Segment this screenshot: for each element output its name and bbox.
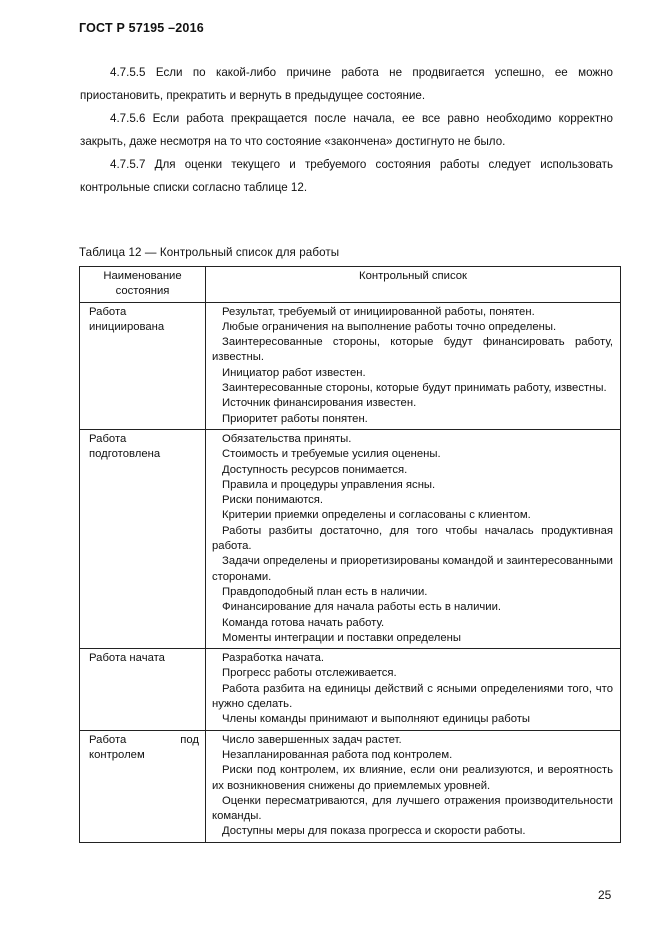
state-name-cell: Работа подготовлена	[80, 429, 206, 648]
paragraph-4-7-5-6: 4.7.5.6 Если работа прекращается после начала, ее все равно необходимо корректно закрыть, даже несмотря на то что состояние «закончена» достигнуто не было.	[80, 112, 613, 148]
table-row	[80, 429, 621, 648]
document-header: ГОСТ Р 57195 –2016	[79, 21, 204, 35]
checklist-item: Критерии приемки определены и согласованы с клиентом.	[222, 509, 531, 522]
checklist-item: Разработка начата.	[222, 652, 325, 665]
checklist-item: Правдоподобный план есть в наличии.	[222, 585, 428, 598]
page-number: 25	[598, 888, 612, 902]
checklist-item: Заинтересованные стороны, которые будут принимать работу, известны.	[222, 382, 607, 395]
header-checklist: Контрольный список	[206, 267, 621, 303]
paragraph-4-7-5-5: 4.7.5.5 Если по какой-либо причине работа не продвигается успешно, ее можно приостановить, прекратить и вернуть в предыдущее состояние.	[80, 66, 613, 102]
checklist-item: Доступны меры для показа прогресса и скорости работы.	[222, 825, 526, 838]
state-name-cell: Работа под контролем	[80, 730, 206, 842]
checklist-table	[79, 266, 621, 843]
checklist-item: Команда готова начать работу.	[222, 616, 385, 629]
checklist-item: Источник финансирования известен.	[222, 397, 417, 410]
table-header-row	[80, 267, 621, 303]
checklist-cell	[206, 649, 621, 730]
checklist-item: Финансирование для начала работы есть в наличии.	[222, 601, 502, 614]
state-name-cell: Работа инициирована	[80, 302, 206, 429]
checklist-cell	[206, 429, 621, 648]
checklist-item: Обязательства приняты.	[222, 432, 352, 445]
checklist-item: Число завершенных задач растет.	[222, 733, 402, 746]
checklist-item: Оценки пересматриваются, для лучшего отражения производительности команды.	[212, 794, 613, 823]
checklist-item: Доступность ресурсов понимается.	[222, 463, 408, 476]
checklist-item: Результат, требуемый от инициированной работы, понятен.	[222, 305, 535, 318]
checklist-item: Правила и процедуры управления ясны.	[222, 478, 436, 491]
checklist-item: Приоритет работы понятен.	[222, 412, 368, 425]
checklist-item: Стоимость и требуемые усилия оценены.	[222, 448, 441, 461]
checklist-item: Риски под контролем, их влияние, если они реализуются, и вероятность их возникновения снижены до приемлемых уровней.	[212, 764, 613, 792]
checklist-cell	[206, 730, 621, 842]
checklist-cell	[206, 302, 621, 429]
state-name-cell: Работа начата	[80, 649, 206, 730]
checklist-item: Работа разбита на единицы действий с ясными определениями того, что нужно сделать.	[212, 682, 613, 711]
header-state: Наименование состояния	[80, 267, 206, 303]
checklist-item: Любые ограничения на выполнение работы точно определены.	[222, 320, 557, 333]
checklist-item: Инициатор работ известен.	[222, 366, 366, 379]
table-caption: Таблица 12 — Контрольный список для работы	[79, 246, 340, 259]
checklist-item: Члены команды принимают и выполняют единицы работы	[222, 713, 531, 726]
checklist-item: Риски понимаются.	[222, 494, 324, 507]
checklist-item: Работы разбиты достаточно, для того чтобы началась продуктивная работа.	[212, 524, 613, 553]
checklist-item: Незапланированная работа под контролем.	[222, 748, 453, 761]
checklist-item: Моменты интеграции и поставки определены	[222, 631, 462, 644]
checklist-item: Заинтересованные стороны, которые будут финансировать работу, известны.	[212, 336, 613, 364]
table-row	[80, 730, 621, 842]
table-row	[80, 649, 621, 730]
body-text	[80, 61, 613, 199]
paragraph-4-7-5-7: 4.7.5.7 Для оценки текущего и требуемого состояния работы следует использовать контрольные списки согласно таблице 12.	[80, 158, 613, 194]
table-row	[80, 302, 621, 429]
checklist-item: Задачи определены и приоретизированы командой и заинтересованными сторонами.	[212, 555, 613, 583]
checklist-item: Прогресс работы отслеживается.	[222, 667, 397, 680]
